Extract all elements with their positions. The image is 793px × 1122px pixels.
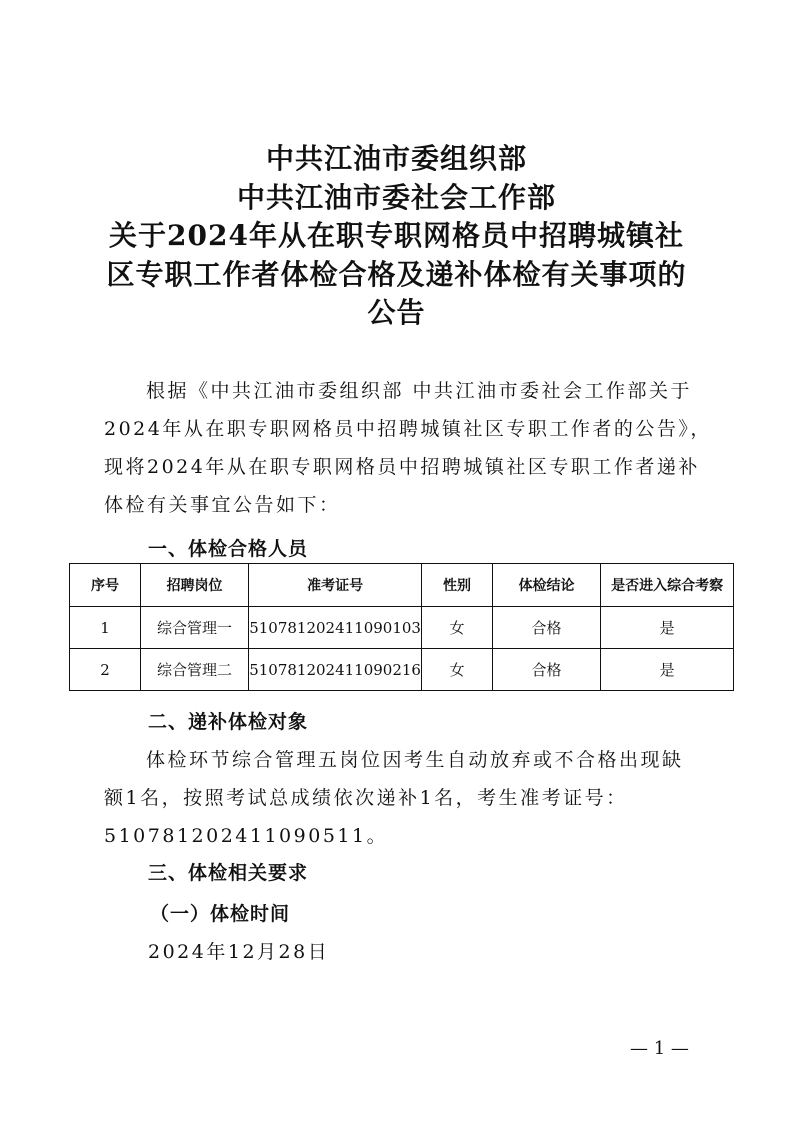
cell-index: 1: [70, 607, 141, 649]
document-title: [0, 140, 793, 333]
cell-gender: 女: [421, 649, 492, 691]
col-header-gender: 性别: [421, 564, 492, 607]
intro-line: 体检有关事宜公告如下：: [104, 494, 341, 516]
col-header-ticket: 准考证号: [249, 564, 422, 607]
cell-position: 综合管理一: [140, 607, 248, 649]
cell-position: 综合管理二: [140, 649, 248, 691]
section-heading-qualified: 一、体检合格人员: [148, 538, 309, 560]
qualified-table: [69, 563, 734, 691]
intro-line: 根据《中共江油市委组织部 中共江油市委社会工作部关于: [146, 380, 693, 402]
intro-paragraph: [104, 372, 712, 524]
page-number: — 1 —: [630, 1038, 689, 1059]
supplement-paragraph: [104, 741, 704, 855]
col-header-position: 招聘岗位: [140, 564, 248, 607]
supplement-line: 510781202411090511。: [104, 825, 389, 847]
section-heading-supplement: 二、递补体检对象: [148, 711, 309, 733]
col-header-index: 序号: [70, 564, 141, 607]
section-heading-requirements: 三、体检相关要求: [148, 862, 309, 884]
intro-line: 2024年从在职专职网格员中招聘城镇社区专职工作者的公告》，: [104, 418, 712, 440]
cell-gender: 女: [421, 607, 492, 649]
subheading-exam-time: （一）体检时间: [150, 903, 291, 925]
col-header-result: 体检结论: [492, 564, 600, 607]
cell-ticket: 510781202411090103: [249, 607, 422, 649]
cell-result: 合格: [492, 607, 600, 649]
title-line-1: 中共江油市委组织部: [265, 142, 527, 175]
table-row: [70, 649, 734, 691]
exam-date: 2024年12月28日: [148, 941, 330, 963]
intro-line: 现将2024年从在职专职网格员中招聘城镇社区专职工作者递补: [104, 456, 700, 478]
cell-advance: 是: [601, 649, 734, 691]
cell-advance: 是: [601, 607, 734, 649]
title-line-4: 区专职工作者体检合格及递补体检有关事项的: [106, 257, 687, 291]
title-line-3: 关于2024年从在职专职网格员中招聘城镇社: [109, 219, 684, 252]
table-row: [70, 607, 734, 649]
cell-ticket: 510781202411090216: [249, 649, 422, 691]
title-line-5: 公告: [367, 296, 426, 329]
title-line-2: 中共江油市委社会工作部: [236, 180, 556, 214]
cell-index: 2: [70, 649, 141, 691]
col-header-advance: 是否进入综合考察: [601, 564, 734, 607]
supplement-line: 体检环节综合管理五岗位因考生自动放弃或不合格出现缺: [146, 749, 684, 771]
table-header-row: [70, 564, 734, 607]
cell-result: 合格: [492, 649, 600, 691]
supplement-line: 额1名，按照考试总成绩依次递补1名，考生准考证号：: [104, 787, 628, 809]
